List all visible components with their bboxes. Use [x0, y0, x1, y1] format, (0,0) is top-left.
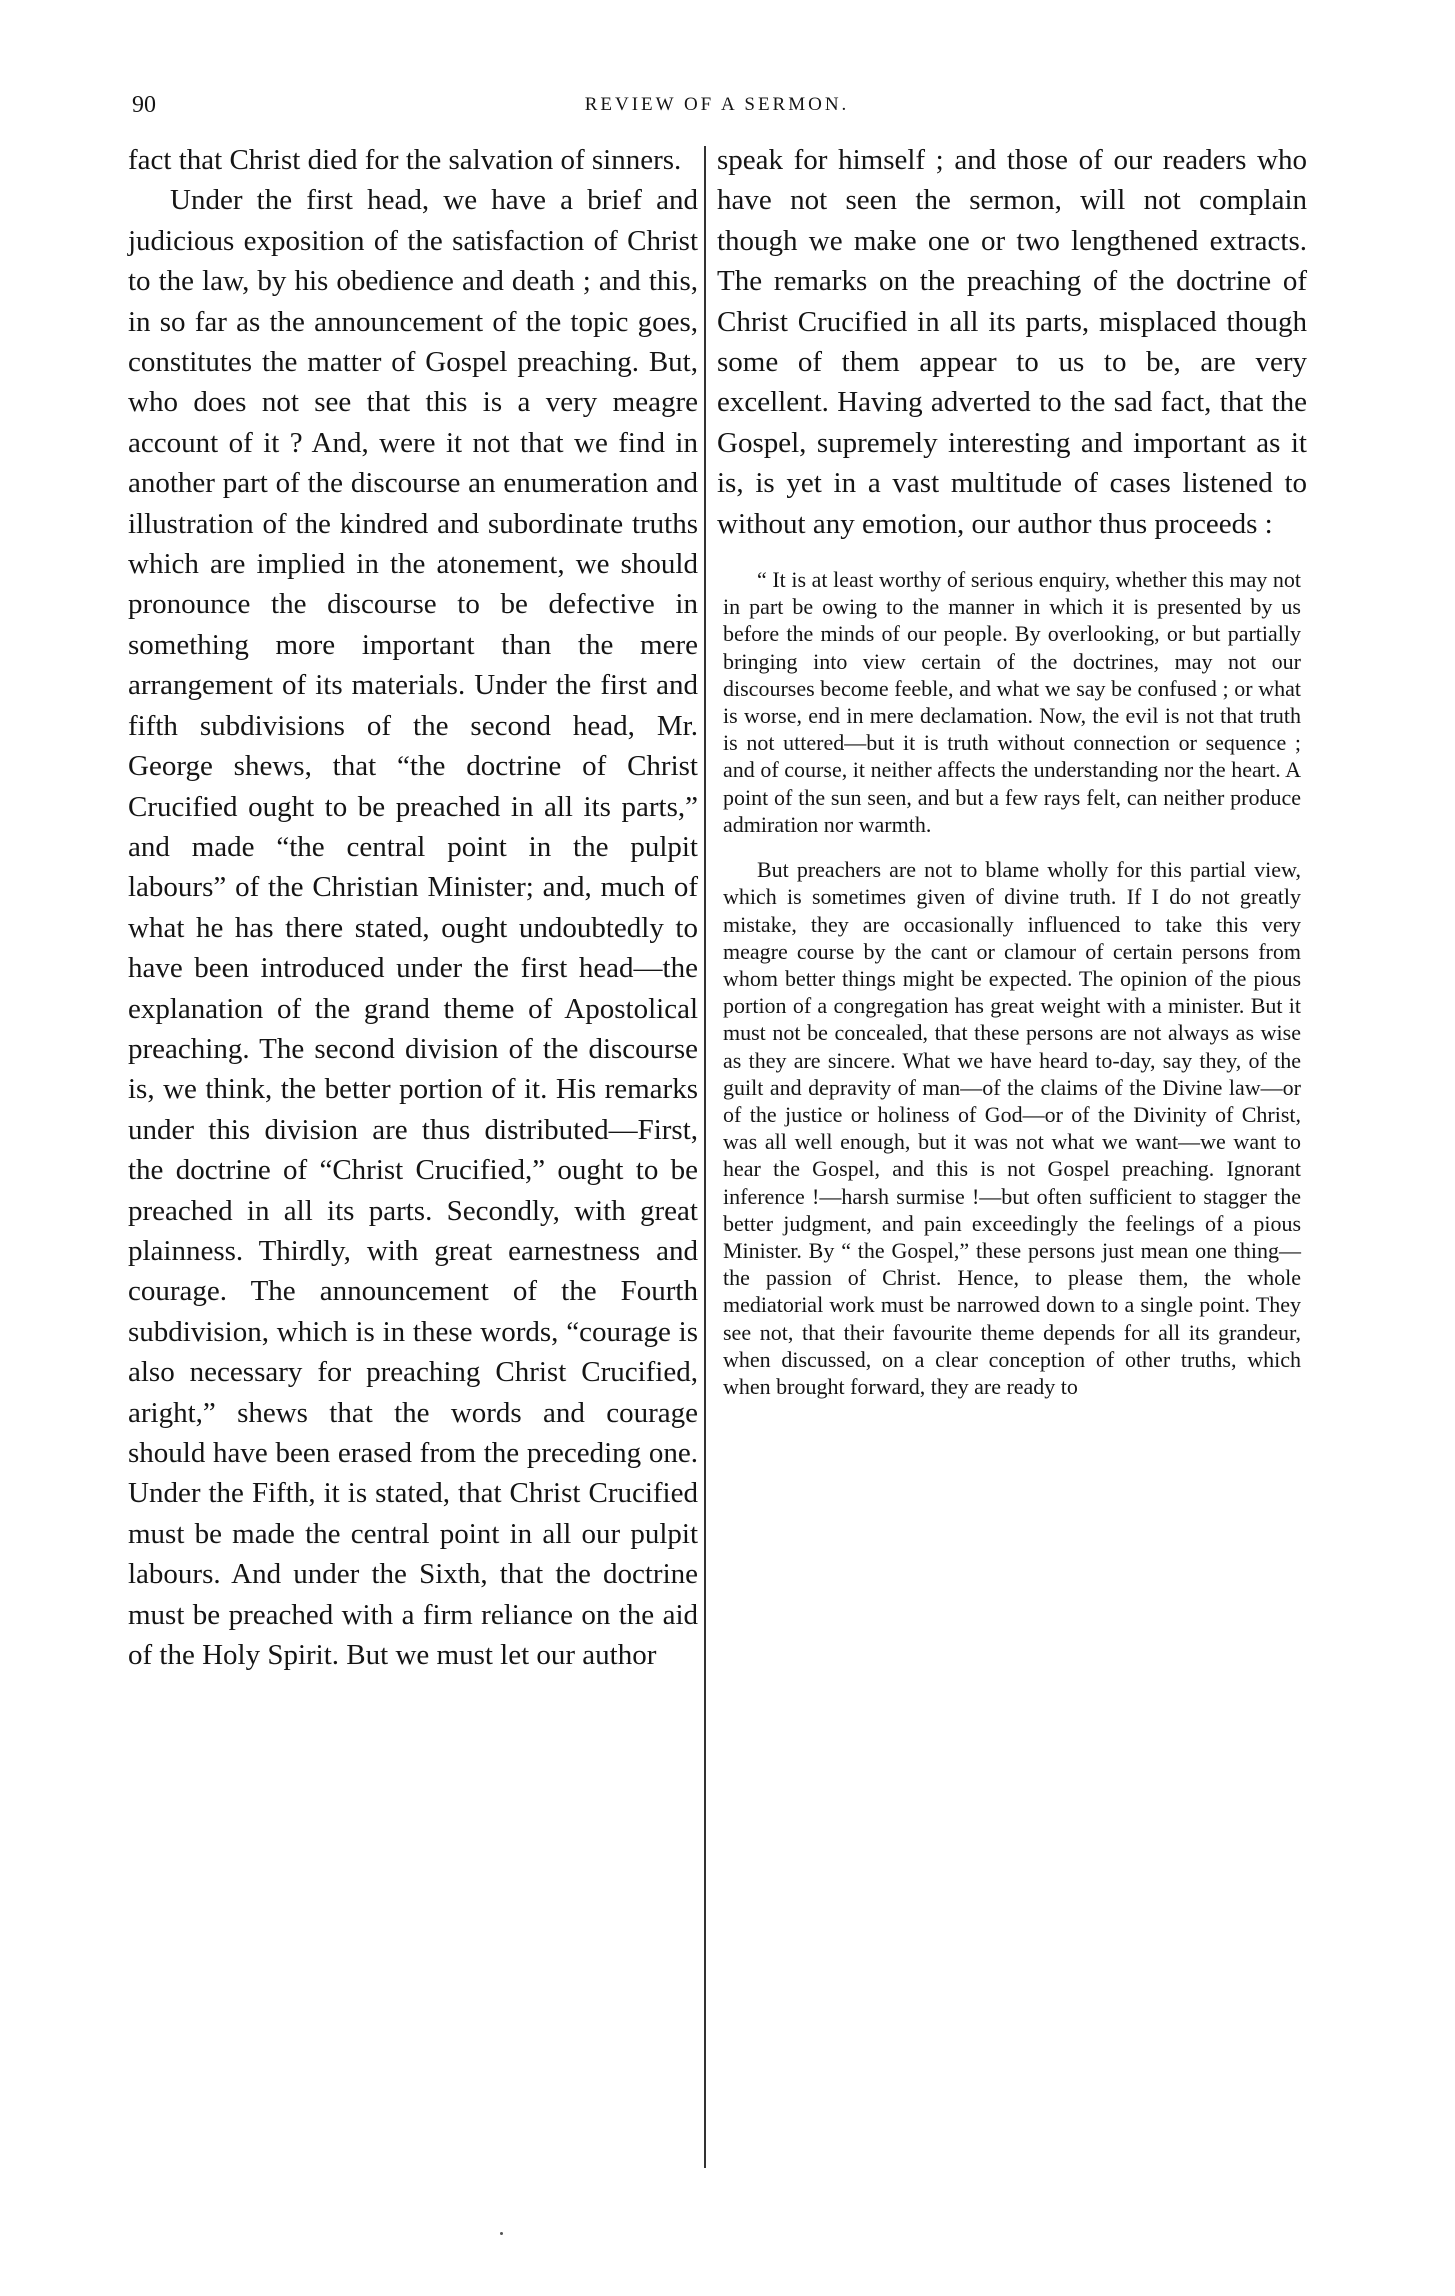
page-number: 90	[132, 92, 156, 118]
left-paragraph-under-first-head: Under the first head, we have a brief and judicious exposition of the satisfaction of Christ to the law, by his obedience and death ; and this, in so far as the announcement of the topic goes, constitutes the matter of Gospel preaching. But, who does not see that this is a very meagre account of it ? And, were it not that we find in another part of the discourse an enumeration and illustration of the kindred and subordinate truths which are implied in the atonement, we should pronounce the discourse to be defective in something more important than the mere arrangement of its materials. Under the first and fifth subdivisions of the second head, Mr. George shews, that “the doctrine of Christ Crucified ought to be preached in all its parts,” and made “the central point in the pulpit labours” of the Christian Minister; and, much of what he has there stated, ought undoubtedly to have been introduced under the first head—the explanation of the grand theme of Apostolical preaching. The second division of the discourse is, we think, the better portion of it. His remarks under this division are thus distributed—First, the doctrine of “Christ Crucified,” ought to be preached in all its parts. Secondly, with great plainness. Thirdly, with great earnestness and courage. The announcement of the Fourth subdivision, which is in these words, “courage is also necessary for preaching Christ Crucified, aright,” shews that the words and courage should have been erased from the preceding one. Under the Fifth, it is stated, that Christ Crucified must be made the central point in all our pulpit labours. And under the Sixth, that the doctrine must be preached with a firm reliance on the aid of the Holy Spirit. But we must let our author	[128, 184, 698, 1672]
page-mark	[500, 2232, 503, 2235]
right-column	[717, 140, 1307, 1400]
left-column	[128, 140, 698, 1675]
left-paragraph-continued: fact that Christ died for the salvation of sinners.	[128, 144, 682, 176]
running-title: REVIEW OF A SERMON.	[584, 94, 850, 115]
column-divider	[704, 146, 706, 2168]
extract-paragraph-1: “ It is at least worthy of serious enquiry, whether this may not in part be owing to the manner in which it is presented by us before the minds of our people. By overlooking, or but partially bringing into view certain of the doctrines, may not our discourses become feeble, and what we say be confused ; or what is worse, end in mere declamation. Now, the evil is not that truth is not uttered—but it is truth without connection or sequence ; and of course, it neither affects the understanding nor the heart. A point of the sun seen, and but a few rays felt, can neither produce admiration nor warmth.	[723, 567, 1301, 837]
sermon-extract	[717, 566, 1307, 1400]
right-paragraph-intro: speak for himself ; and those of our readers who have not seen the sermon, will not complain though we make one or two lengthened extracts. The remarks on the preaching of the doctrine of Christ Crucified in all its parts, misplaced though some of them appear to us to be, are very excellent. Having adverted to the sad fact, that the Gospel, supremely interesting and important as it is, is yet in a vast multitude of cases listened to without any emotion, our author thus proceeds :	[717, 144, 1307, 540]
page-header	[126, 92, 1308, 132]
extract-paragraph-2: But preachers are not to blame wholly for this partial view, which is sometimes given of divine truth. If I do not greatly mistake, they are occasionally influenced to take this very meagre course by the cant or clamour of certain persons from whom better things might be expected. The opinion of the pious portion of a congregation has great weight with a minister. But it must not be concealed, that these persons are not always as wise as they are sincere. What we have heard to-day, say they, of the guilt and depravity of man—of the claims of the Divine law—or of the justice or holiness of God—or of the Divinity of Christ, was all well enough, but it was not what we want—we want to hear the Gospel, and this is not Gospel preaching. Ignorant inference !—harsh surmise !—but often sufficient to stagger the better judgment, and pain exceedingly the feelings of a pious Minister. By “ the Gospel,” these persons just mean one thing—the passion of Christ. Hence, to please them, the whole mediatorial work must be narrowed down to a single point. They see not, that their favourite theme depends for all its grandeur, when discussed, on a clear conception of other truths, which when brought forward, they are ready to	[723, 857, 1301, 1399]
